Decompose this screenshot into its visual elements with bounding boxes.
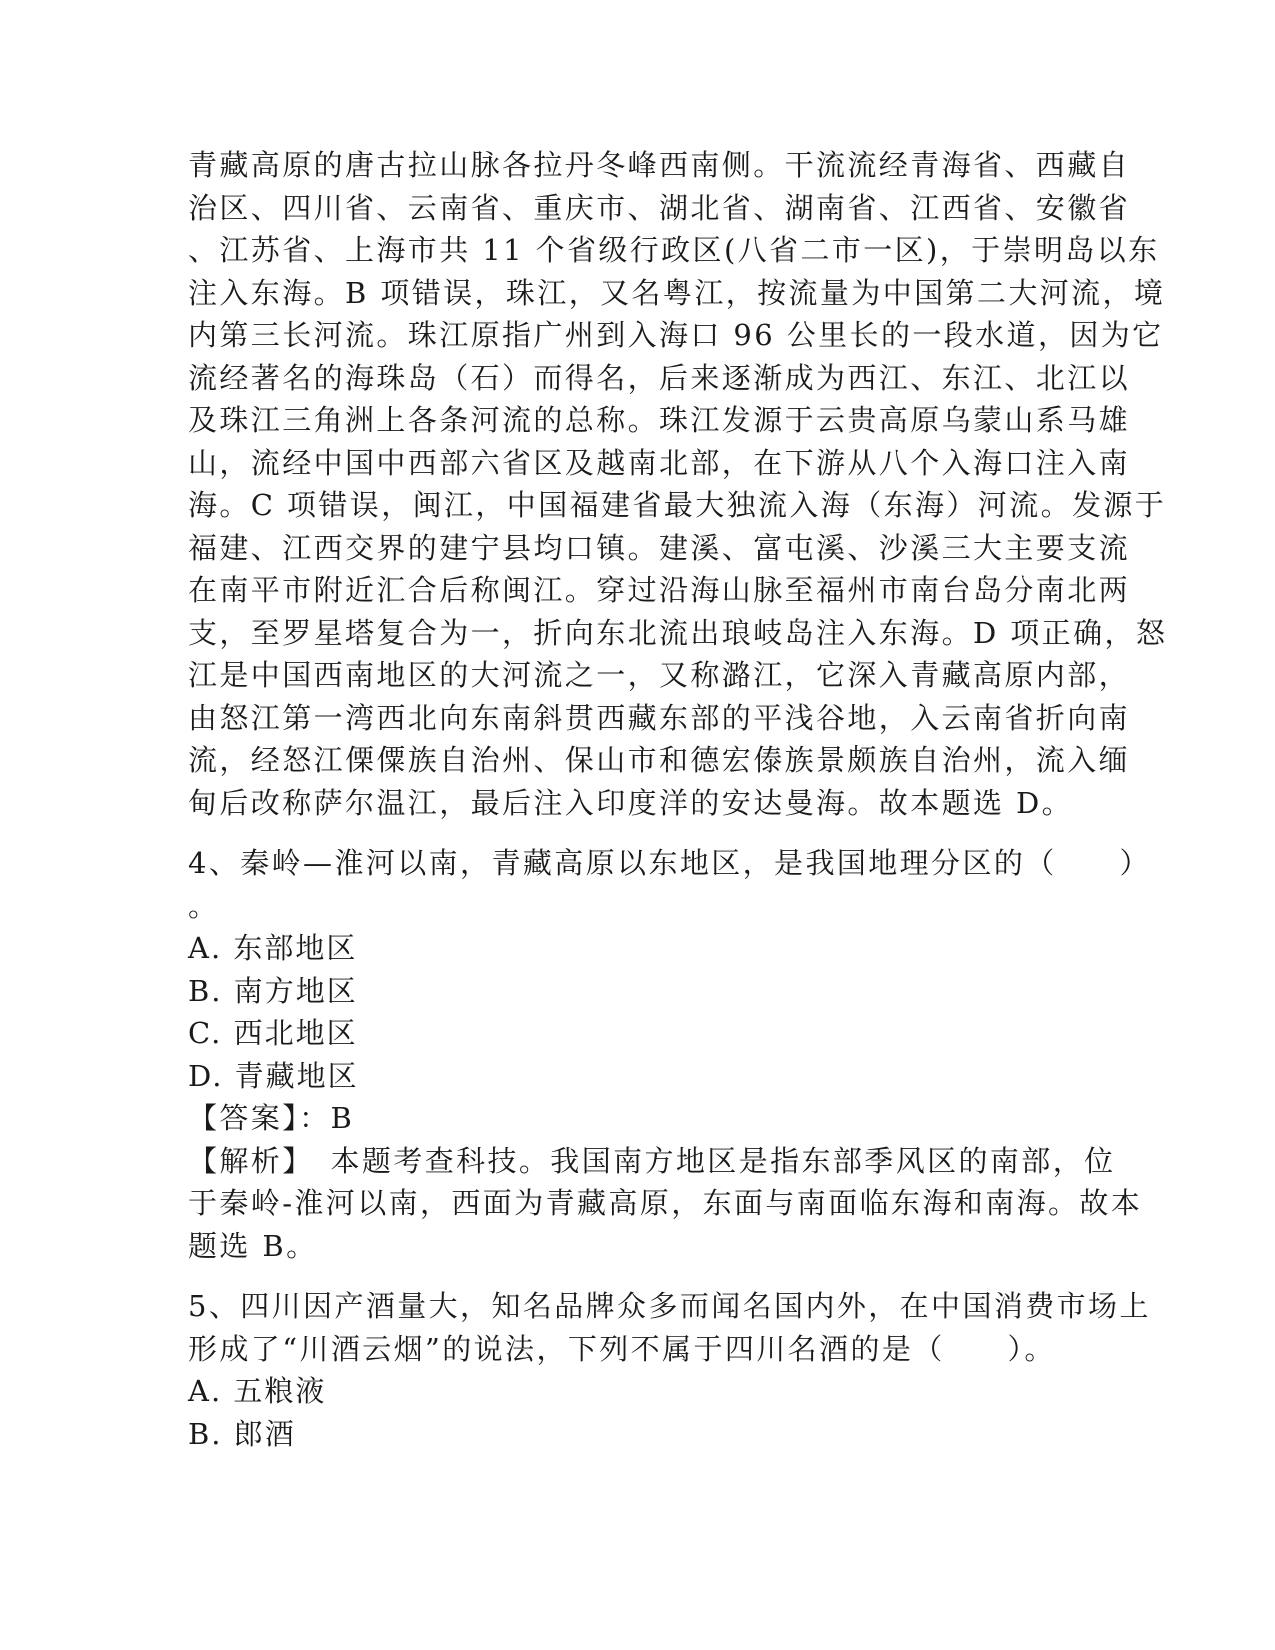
text-line: 福建、江西交界的建宁县均口镇。建溪、富屯溪、沙溪三大主要支流 bbox=[188, 530, 1131, 565]
text-line: 山，流经中国中西部六省区及越南北部，在下游从八个入海口注入南 bbox=[188, 445, 1131, 480]
text-line: 及珠江三角洲上各条河流的总称。珠江发源于云贵高原乌蒙山系马雄 bbox=[188, 403, 1131, 437]
text-line: 、江苏省、上海市共 11 个省级行政区(八省二市一区)，于崇明岛以东 bbox=[188, 233, 1160, 267]
option-d: D. 青藏地区 bbox=[188, 1058, 359, 1093]
option-b: B. 南方地区 bbox=[188, 973, 358, 1008]
text-line: 治区、四川省、云南省、重庆市、湖北省、湖南省、江西省、安徽省 bbox=[188, 190, 1131, 225]
option-a: A. 东部地区 bbox=[188, 931, 358, 965]
question-4 bbox=[188, 842, 1151, 1267]
text-line: 在南平市附近汇合后称闽江。穿过沿海山脉至福州市南台岛分南北两 bbox=[188, 573, 1131, 607]
text-line: 江是中国西南地区的大河流之一，又称潞江，它深入青藏高原内部， bbox=[188, 658, 1131, 692]
question-stem: 4、秦岭—淮河以南，青藏高原以东地区，是我国地理分区的（ ） bbox=[188, 846, 1151, 880]
text-line: 青藏高原的唐古拉山脉各拉丹冬峰西南侧。干流流经青海省、西藏自 bbox=[188, 148, 1131, 182]
text-line: 由怒江第一湾西北向东南斜贯西藏东部的平浅谷地，入云南省折向南 bbox=[188, 700, 1131, 735]
analysis-line: 题选 B。 bbox=[188, 1228, 318, 1263]
document-page bbox=[188, 144, 1168, 1455]
option-c: C. 西北地区 bbox=[188, 1016, 358, 1050]
text-line: 流，经怒江傈僳族自治州、保山市和德宏傣族景颇族自治州，流入缅 bbox=[188, 743, 1131, 777]
text-line: 流经著名的海珠岛（石）而得名，后来逐渐成为西江、东江、北江以 bbox=[188, 360, 1131, 395]
text-line: 内第三长河流。珠江原指广州到入海口 96 公里长的一段水道，因为它 bbox=[188, 318, 1164, 352]
analysis-line: 【解析】 本题考查科技。我国南方地区是指东部季风区的南部，位 bbox=[188, 1143, 1116, 1178]
text-line: 支，至罗星塔复合为一，折向东北流出琅岐岛注入东海。D 项正确，怒 bbox=[188, 615, 1168, 650]
text-line: 甸后改称萨尔温江，最后注入印度洋的安达曼海。故本题选 D。 bbox=[188, 785, 1074, 820]
spacer bbox=[188, 824, 1088, 842]
text-line: 海。C 项错误，闽江，中国福建省最大独流入海（东海）河流。发源于 bbox=[188, 488, 1167, 522]
analysis-line: 于秦岭-淮河以南，西面为青藏高原，东面与南面临东海和南海。故本 bbox=[188, 1186, 1143, 1220]
spacer bbox=[188, 1267, 1088, 1285]
answer-line: 【答案】：B bbox=[188, 1101, 355, 1135]
text-line: 注入东海。B 项错误，珠江，又名粤江，按流量为中国第二大河流，境 bbox=[188, 275, 1166, 310]
question-stem: 。 bbox=[188, 888, 220, 923]
option-a: A. 五粮液 bbox=[188, 1374, 327, 1408]
previous-explanation bbox=[188, 144, 1168, 824]
option-b: B. 郎酒 bbox=[188, 1416, 296, 1451]
question-stem: 5、四川因产酒量大，知名品牌众多而闻名国内外，在中国消费市场上 bbox=[188, 1289, 1151, 1323]
question-stem: 形成了“川酒云烟”的说法，下列不属于四川名酒的是（ ）。 bbox=[188, 1331, 1056, 1366]
question-5 bbox=[188, 1285, 1151, 1455]
